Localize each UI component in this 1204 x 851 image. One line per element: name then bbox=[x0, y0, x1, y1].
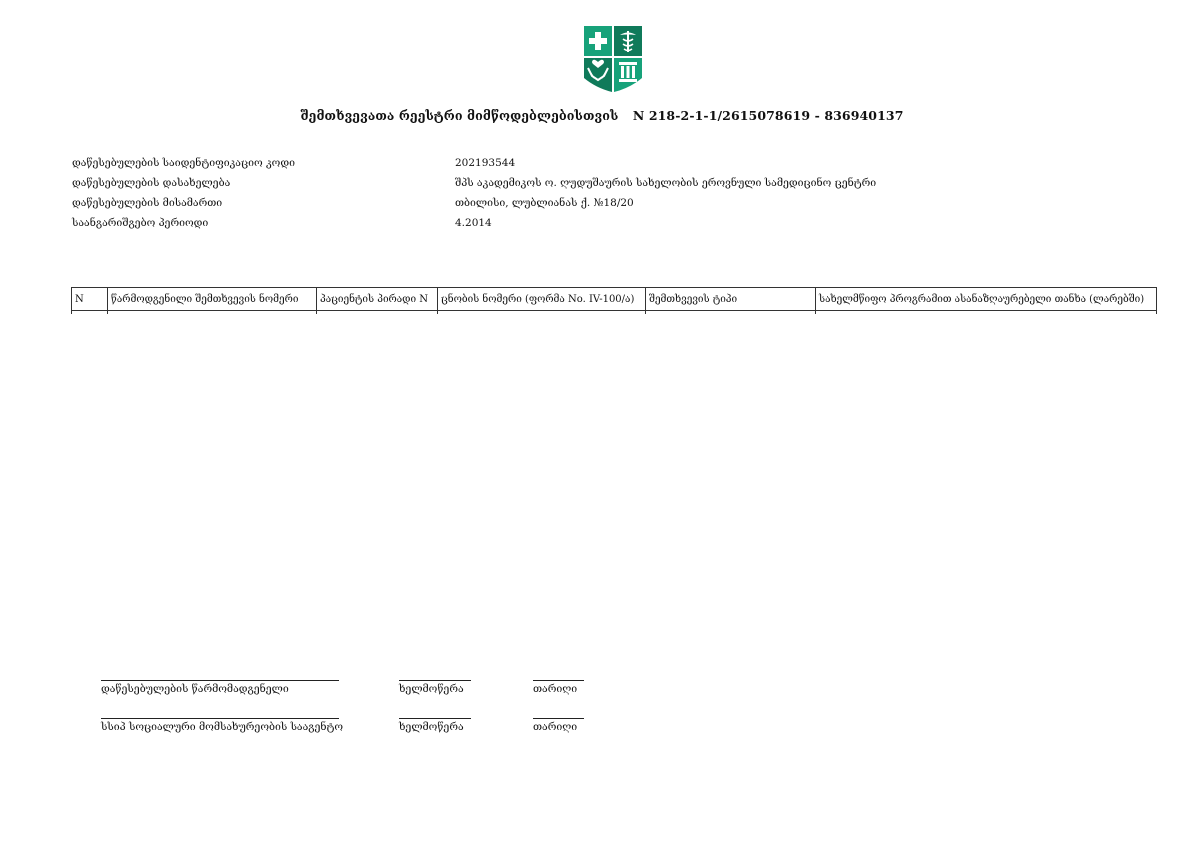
date-label: თარიღი bbox=[533, 680, 584, 695]
table-header-row bbox=[72, 288, 1157, 311]
signature-label: ხელმოწერა bbox=[399, 680, 471, 695]
registry-number: N 218-2-1-1/2615078619 - 836940137 bbox=[632, 108, 904, 123]
column-header: N bbox=[72, 288, 108, 311]
signature-field bbox=[399, 718, 471, 733]
agency-logo bbox=[584, 26, 642, 94]
agency-signature-line bbox=[101, 718, 344, 733]
info-value: თბილისი, ლუბლიანას ქ. №18/20 bbox=[455, 197, 634, 209]
info-value: შპს აკადემიკოს ო. ღუდუშაურის სახელობის ეროვნული სამედიცინო ცენტრი bbox=[455, 177, 877, 189]
representative-label: დაწესებულების წარმომადგენელი bbox=[101, 680, 339, 695]
info-value: 202193544 bbox=[455, 157, 516, 169]
column-header: პაციენტის პირადი N bbox=[317, 288, 438, 311]
info-label: დაწესებულების დასახელება bbox=[72, 177, 231, 189]
agency-label: სსიპ სოციალური მომსახურეობის სააგენტო bbox=[101, 718, 339, 733]
title-text: შემთხვევათა რეესტრი მიმწოდებლებისთვის bbox=[300, 108, 619, 123]
column-header: ცნობის ნომერი (ფორმა No. IV-100/ა) bbox=[438, 288, 646, 311]
info-label: დაწესებულების საიდენტიფიკაციო კოდი bbox=[72, 157, 295, 169]
date-label: თარიღი bbox=[533, 718, 584, 733]
column-header: წარმოდგენილი შემთხვევის ნომერი bbox=[108, 288, 317, 311]
column-header: სახელმწიფო პროგრამით ასანაზღაურებელი თანხა (ლარებში) bbox=[816, 288, 1157, 311]
table-empty-row bbox=[72, 311, 1157, 315]
document-title bbox=[0, 108, 1204, 123]
column-header: შემთხვევის ტიპი bbox=[646, 288, 816, 311]
registry-table bbox=[71, 287, 1157, 314]
signature-field bbox=[399, 680, 471, 695]
info-label: დაწესებულების მისამართი bbox=[72, 197, 223, 209]
date-field bbox=[533, 680, 584, 695]
representative-signature-line bbox=[101, 680, 339, 695]
signature-label: ხელმოწერა bbox=[399, 718, 471, 733]
info-label: საანგარიშგებო პერიოდი bbox=[72, 217, 209, 229]
date-field bbox=[533, 718, 584, 733]
info-value: 4.2014 bbox=[455, 217, 492, 229]
